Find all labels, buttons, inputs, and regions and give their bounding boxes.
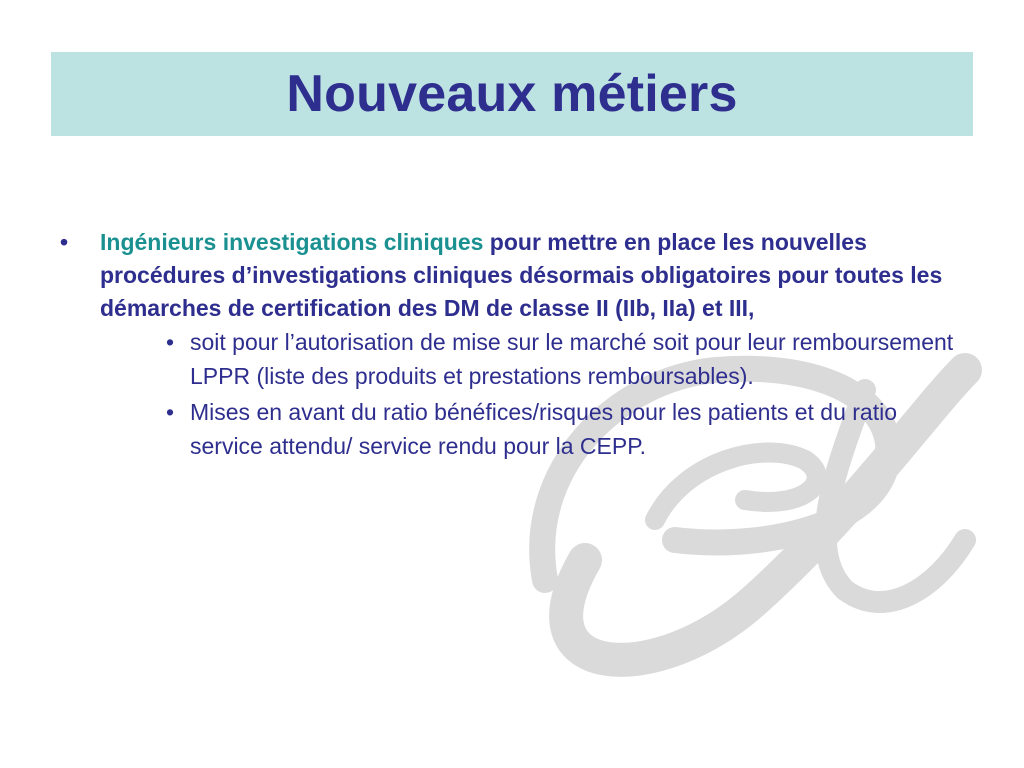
- sub-bullet-list: [60, 325, 965, 463]
- sub-bullet-text: Mises en avant du ratio bénéfices/risques pour les patients et du ratio service attendu/ service rendu pour la CEPP.: [190, 399, 898, 459]
- title-banner: [51, 52, 973, 136]
- sub-bullet-item: [162, 395, 965, 463]
- main-bullet: [60, 226, 965, 325]
- bullet-body-text: pour mettre en place les nouvelles procédures d’investigations cliniques désormais obligatoires pour toutes les démarches de certification des DM de classe II (IIb, IIa) et III,: [100, 229, 943, 321]
- slide-content: [60, 226, 965, 465]
- sub-bullet-dot-icon: •: [166, 399, 175, 425]
- sub-bullet-item: [162, 325, 965, 393]
- sub-bullet-dot-icon: •: [166, 329, 175, 355]
- slide-title: Nouveaux métiers: [286, 65, 738, 123]
- bullet-dot-icon: •: [60, 229, 69, 255]
- sub-bullet-text: soit pour l’autorisation de mise sur le marché soit pour leur remboursement LPPR (liste des produits et prestations remboursables).: [190, 329, 954, 389]
- bullet-highlight-text: Ingénieurs investigations cliniques: [100, 229, 484, 255]
